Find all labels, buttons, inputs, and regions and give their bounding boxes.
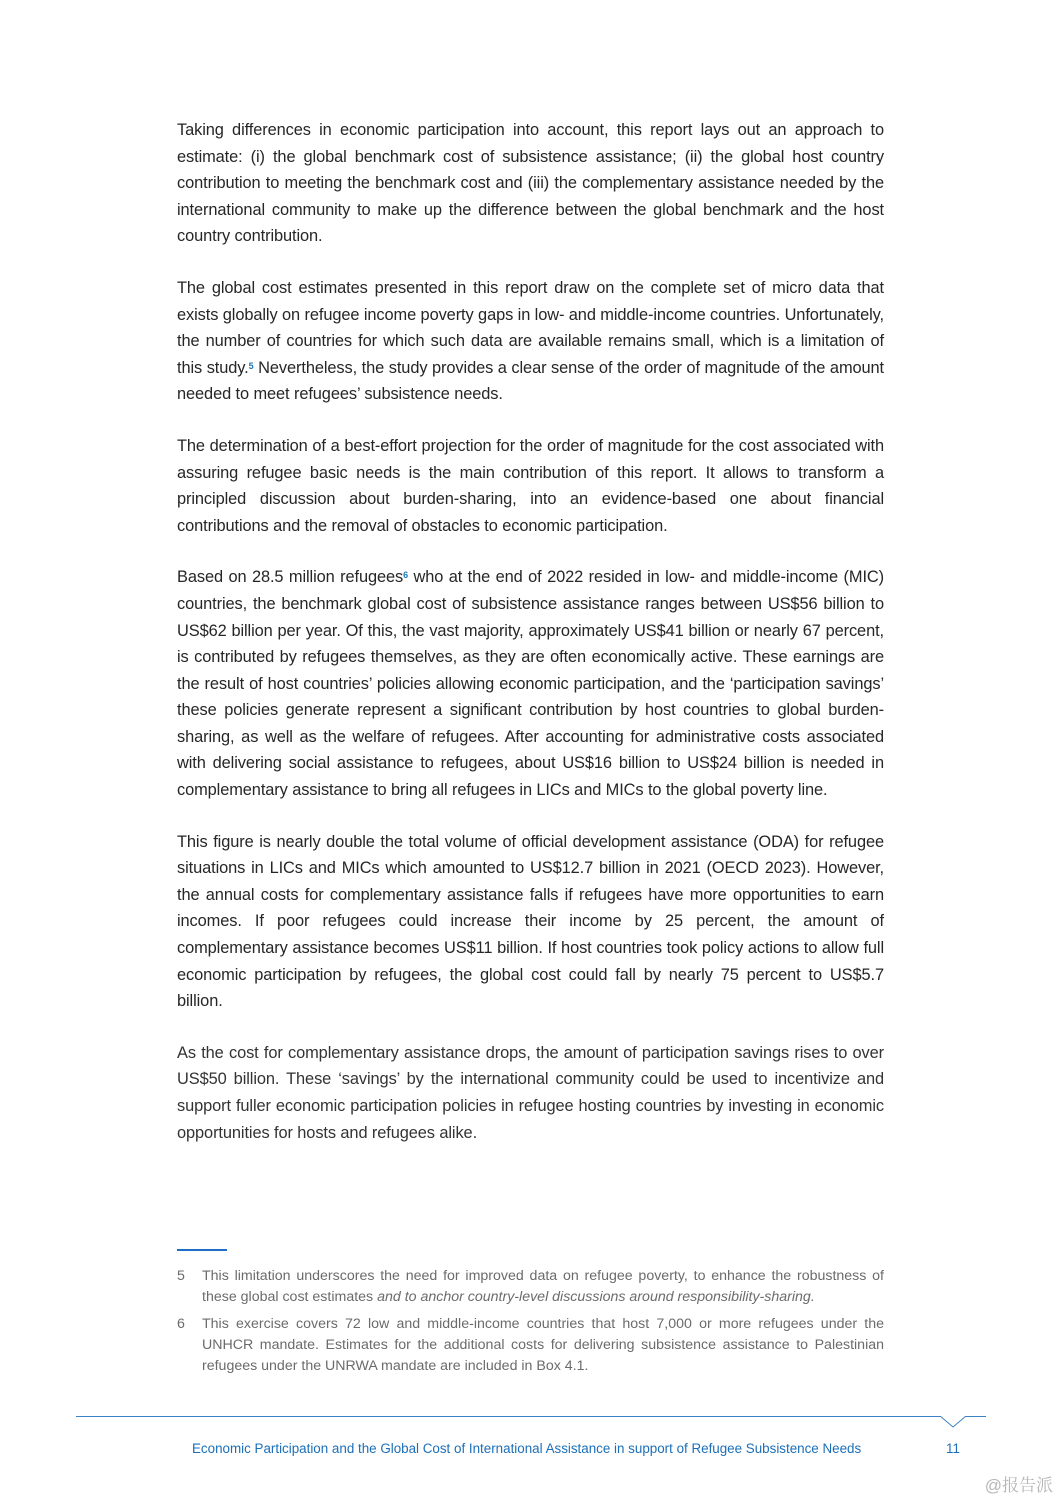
page-number: 11 bbox=[946, 1441, 960, 1456]
footnote-6 bbox=[177, 1314, 884, 1377]
footnote-ref-5[interactable]: 5 bbox=[248, 360, 254, 371]
paragraph-4-text: Based on 28.5 million refugees bbox=[177, 568, 404, 587]
footnote-text bbox=[202, 1266, 884, 1308]
paragraph-2-text: The global cost estimates presented in this report draw on the complete set of micro data that exists globally on refugee income poverty gaps in low- and middle-income countries. Unfortunately, the number of countries for which such data are available remains small, which is a limitation of this study. bbox=[177, 278, 884, 377]
running-footer-title: Economic Participation and the Global Cost of International Assistance in support of Refugee Subsistence Needs bbox=[192, 1441, 862, 1456]
watermark: @报告派 bbox=[984, 1476, 1053, 1495]
footnote-ref-6[interactable]: 6 bbox=[403, 570, 409, 581]
body-text bbox=[177, 117, 884, 1171]
paragraph-5: This figure is nearly double the total volume of official development assistance (ODA) for refugee situations in LICs and MICs which amounted to US$12.7 billion in 2021 (OECD 2023). However, the annual costs for complementary assistance falls if refugees have more opportunities to earn incomes. If poor refugees could increase their income by 25 percent, the amount of complementary assistance becomes US$11 billion. If host countries took policy actions to allow full economic participation by refugees, the global cost could fall by nearly 75 percent to US$5.7 billion. bbox=[177, 832, 884, 1011]
paragraph-4-text-cont: who at the end of 2022 resided in low- and middle-income (MIC) countries, the benchmark global cost of subsistence assistance ranges between US$56 billion to US$62 billion per year. Of this, the vast majority, approximately US$41 billion or nearly 67 percent, is contributed by refugees themselves, as they are often economically active. These earnings are the result of host countries’ policies allowing economic participation, and the ‘participation savings’ these policies generate represent a significant contribution by host countries to global burden-sharing, as well as the welfare of refugees. After accounting for administrative costs associated with delivering social assistance to refugees, about US$16 billion to US$24 billion is needed in complementary assistance to bring all refugees in LICs and MICs to the global poverty line. bbox=[177, 568, 884, 800]
footer-rule bbox=[76, 1416, 986, 1417]
footnote-text-plain: This limitation underscores the need for improved data on refugee poverty, to enhance the robustness of these global cost estimates bbox=[202, 1268, 884, 1305]
footnotes bbox=[177, 1266, 884, 1383]
footer-notch-icon bbox=[940, 1412, 966, 1430]
footnote-text: This exercise covers 72 low and middle-income countries that host 7,000 or more refugees under the UNHCR mandate. Estimates for the additional costs for delivering subsistence assistance to Palestinian refugees under the UNRWA mandate are included in Box 4.1. bbox=[202, 1316, 884, 1374]
footnote-number: 5 bbox=[177, 1268, 185, 1284]
paragraph-2-text-cont: Nevertheless, the study provides a clear sense of the order of magnitude of the amount needed to meet refugees’ subsistence needs. bbox=[177, 358, 884, 404]
paragraph-4 bbox=[177, 564, 884, 803]
paragraph-3: The determination of a best-effort projection for the order of magnitude for the cost associated with assuring refugee basic needs is the main contribution of this report. It allows to transform a principled discussion about burden-sharing, into an evidence-based one about financial contributions and the removal of obstacles to economic participation. bbox=[177, 436, 884, 535]
footnote-number: 6 bbox=[177, 1316, 185, 1332]
paragraph-2 bbox=[177, 275, 884, 408]
footnote-text-italic: and to anchor country-level discussions around responsibility-sharing. bbox=[377, 1289, 815, 1305]
footnote-divider bbox=[177, 1249, 227, 1251]
paragraph-1: Taking differences in economic participation into account, this report lays out an approach to estimate: (i) the global benchmark cost of subsistence assistance; (ii) the global host country contribution to meeting the benchmark cost and (iii) the complementary assistance needed by the international community to make up the difference between the global benchmark and the host country contribution. bbox=[177, 121, 884, 246]
footnote-5 bbox=[177, 1266, 884, 1308]
paragraph-6: As the cost for complementary assistance drops, the amount of participation savings rises to over US$50 billion. These ‘savings’ by the international community could be used to incentivize and support fuller economic participation policies in refugee hosting countries by investing in economic opportunities for hosts and refugees alike. bbox=[177, 1043, 884, 1142]
